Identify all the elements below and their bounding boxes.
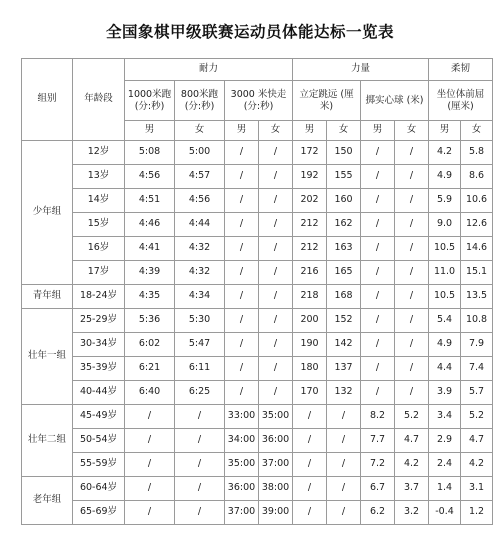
value-cell: / [225,333,259,357]
value-cell: / [361,381,395,405]
value-cell: 152 [327,309,361,333]
table-row [22,189,493,213]
value-cell: / [259,213,293,237]
value-cell: 4:51 [125,189,175,213]
value-cell: / [361,189,395,213]
value-cell: 180 [293,357,327,381]
age-cell: 60-64岁 [73,477,125,501]
value-cell: / [327,429,361,453]
value-cell: 1.4 [429,477,461,501]
value-cell: 11.0 [429,261,461,285]
table-row [22,237,493,261]
age-cell: 16岁 [73,237,125,261]
value-cell: / [395,141,429,165]
value-cell: 172 [293,141,327,165]
value-cell: / [225,285,259,309]
table-row [22,261,493,285]
value-cell: / [361,213,395,237]
value-cell: 8.6 [461,165,493,189]
value-cell: 4:44 [175,213,225,237]
value-cell: 5.4 [429,309,461,333]
value-cell: / [259,285,293,309]
header-standing-jump: 立定跳远 (厘米) [293,81,361,121]
value-cell: 150 [327,141,361,165]
value-cell: / [125,429,175,453]
value-cell: / [361,285,395,309]
value-cell: / [175,453,225,477]
value-cell: / [293,405,327,429]
value-cell: / [395,357,429,381]
value-cell: / [293,477,327,501]
table-row [22,285,493,309]
sex-label-male: 男 [361,121,395,141]
value-cell: 2.4 [429,453,461,477]
value-cell: 170 [293,381,327,405]
value-cell: 165 [327,261,361,285]
value-cell: 3.1 [461,477,493,501]
value-cell: 5.2 [395,405,429,429]
value-cell: 3.2 [395,501,429,525]
value-cell: 216 [293,261,327,285]
table-row [22,429,493,453]
value-cell: / [259,141,293,165]
fitness-standards-table [21,58,493,525]
value-cell: / [259,357,293,381]
table-row [22,309,493,333]
table-row [22,213,493,237]
sex-label-male: 男 [429,121,461,141]
value-cell: 35:00 [259,405,293,429]
age-cell: 50-54岁 [73,429,125,453]
sex-label-female: 女 [327,121,361,141]
value-cell: / [395,261,429,285]
value-cell: 9.0 [429,213,461,237]
header-1000m-run: 1000米跑 (分:秒) [125,81,175,121]
sex-label-female: 女 [259,121,293,141]
table-row [22,405,493,429]
value-cell: / [259,381,293,405]
table-row [22,477,493,501]
value-cell: 4.4 [429,357,461,381]
value-cell: 36:00 [225,477,259,501]
value-cell: / [225,141,259,165]
group-cell-youth: 少年组 [22,141,73,285]
group-cell-young: 青年组 [22,285,73,309]
value-cell: 4:46 [125,213,175,237]
value-cell: / [225,261,259,285]
value-cell: 3.4 [429,405,461,429]
age-cell: 25-29岁 [73,309,125,333]
value-cell: 6:11 [175,357,225,381]
value-cell: 33:00 [225,405,259,429]
age-cell: 12岁 [73,141,125,165]
value-cell: 4.2 [395,453,429,477]
value-cell: 7.9 [461,333,493,357]
table-row [22,501,493,525]
value-cell: / [225,213,259,237]
value-cell: 200 [293,309,327,333]
sex-label-female: 女 [461,121,493,141]
value-cell: / [175,405,225,429]
value-cell: 5.7 [461,381,493,405]
value-cell: / [395,165,429,189]
value-cell: 162 [327,213,361,237]
age-cell: 18-24岁 [73,285,125,309]
value-cell: 10.6 [461,189,493,213]
value-cell: 132 [327,381,361,405]
value-cell: 10.5 [429,237,461,261]
value-cell: 3.7 [395,477,429,501]
value-cell: 4.2 [429,141,461,165]
value-cell: / [395,285,429,309]
value-cell: 5:36 [125,309,175,333]
value-cell: 212 [293,213,327,237]
age-cell: 55-59岁 [73,453,125,477]
value-cell: 2.9 [429,429,461,453]
age-cell: 40-44岁 [73,381,125,405]
value-cell: 5.2 [461,405,493,429]
value-cell: / [293,429,327,453]
value-cell: 5.8 [461,141,493,165]
value-cell: 4.2 [461,453,493,477]
value-cell: 155 [327,165,361,189]
table-row [22,141,493,165]
value-cell: / [293,453,327,477]
value-cell: 5:08 [125,141,175,165]
group-cell-adult-1: 壮年一组 [22,309,73,405]
value-cell: 190 [293,333,327,357]
age-cell: 45-49岁 [73,405,125,429]
value-cell: / [225,237,259,261]
age-cell: 17岁 [73,261,125,285]
value-cell: / [259,237,293,261]
value-cell: 3.9 [429,381,461,405]
value-cell: / [361,261,395,285]
value-cell: 7.7 [361,429,395,453]
value-cell: 39:00 [259,501,293,525]
value-cell: / [395,333,429,357]
age-cell: 35-39岁 [73,357,125,381]
sex-label-female: 女 [175,121,225,141]
value-cell: / [259,189,293,213]
page-title: 全国象棋甲级联赛运动员体能达标一览表 [105,23,394,41]
value-cell: 10.5 [429,285,461,309]
value-cell: -0.4 [429,501,461,525]
value-cell: 14.6 [461,237,493,261]
value-cell: 37:00 [259,453,293,477]
age-cell: 13岁 [73,165,125,189]
value-cell: 1.2 [461,501,493,525]
sex-label-male: 男 [125,121,175,141]
table-row [22,357,493,381]
value-cell: 5.9 [429,189,461,213]
value-cell: / [327,477,361,501]
value-cell: 4:32 [175,261,225,285]
value-cell: / [361,309,395,333]
value-cell: 202 [293,189,327,213]
value-cell: 5:00 [175,141,225,165]
value-cell: 36:00 [259,429,293,453]
value-cell: 10.8 [461,309,493,333]
value-cell: / [327,453,361,477]
value-cell: / [395,381,429,405]
age-cell: 30-34岁 [73,333,125,357]
value-cell: / [175,501,225,525]
header-3000m-walk: 3000 米快走 (分:秒) [225,81,293,121]
value-cell: / [395,213,429,237]
value-cell: 137 [327,357,361,381]
value-cell: 218 [293,285,327,309]
value-cell: 4:57 [175,165,225,189]
table-row [22,333,493,357]
value-cell: / [259,261,293,285]
value-cell: 6:21 [125,357,175,381]
value-cell: / [225,357,259,381]
value-cell: 34:00 [225,429,259,453]
value-cell: 8.2 [361,405,395,429]
table-row [22,165,493,189]
value-cell: 4.9 [429,333,461,357]
value-cell: / [361,141,395,165]
value-cell: / [395,309,429,333]
value-cell: 6:40 [125,381,175,405]
value-cell: / [125,405,175,429]
value-cell: / [293,501,327,525]
value-cell: 37:00 [225,501,259,525]
value-cell: 4.9 [429,165,461,189]
value-cell: 6:02 [125,333,175,357]
value-cell: 212 [293,237,327,261]
value-cell: 4.7 [461,429,493,453]
value-cell: 4:32 [175,237,225,261]
value-cell: 192 [293,165,327,189]
value-cell: 12.6 [461,213,493,237]
value-cell: 6:25 [175,381,225,405]
value-cell: / [361,357,395,381]
value-cell: / [395,237,429,261]
value-cell: 4:39 [125,261,175,285]
value-cell: 5:47 [175,333,225,357]
value-cell: / [361,333,395,357]
value-cell: 35:00 [225,453,259,477]
age-cell: 15岁 [73,213,125,237]
value-cell: 4.7 [395,429,429,453]
value-cell: / [175,477,225,501]
value-cell: / [125,501,175,525]
value-cell: / [225,189,259,213]
column-header-age: 年龄段 [73,59,125,141]
value-cell: 6.2 [361,501,395,525]
header-flexibility: 柔韧 [429,59,493,81]
value-cell: 13.5 [461,285,493,309]
sex-label-male: 男 [225,121,259,141]
value-cell: 4:56 [125,165,175,189]
value-cell: 168 [327,285,361,309]
value-cell: 7.4 [461,357,493,381]
age-cell: 65-69岁 [73,501,125,525]
value-cell: 163 [327,237,361,261]
value-cell: 38:00 [259,477,293,501]
value-cell: / [259,165,293,189]
value-cell: 4:56 [175,189,225,213]
header-strength: 力量 [293,59,429,81]
table-row [22,381,493,405]
header-medicine-ball: 掷实心球 (米) [361,81,429,121]
value-cell: / [225,165,259,189]
column-header-group: 组别 [22,59,73,141]
header-800m-run: 800米跑 (分:秒) [175,81,225,121]
sex-label-male: 男 [293,121,327,141]
value-cell: / [225,381,259,405]
table-row [22,453,493,477]
value-cell: 7.2 [361,453,395,477]
value-cell: / [327,501,361,525]
value-cell: 4:41 [125,237,175,261]
value-cell: / [125,453,175,477]
value-cell: / [259,309,293,333]
value-cell: / [361,165,395,189]
sex-label-female: 女 [395,121,429,141]
value-cell: / [125,477,175,501]
value-cell: 5:30 [175,309,225,333]
value-cell: / [395,189,429,213]
group-cell-senior: 老年组 [22,477,73,525]
value-cell: / [225,309,259,333]
header-sit-and-reach: 坐位体前屈 (厘米) [429,81,493,121]
value-cell: 160 [327,189,361,213]
value-cell: / [259,333,293,357]
value-cell: 6.7 [361,477,395,501]
value-cell: / [327,405,361,429]
value-cell: 142 [327,333,361,357]
group-cell-adult-2: 壮年二组 [22,405,73,477]
value-cell: / [175,429,225,453]
age-cell: 14岁 [73,189,125,213]
value-cell: 4:35 [125,285,175,309]
value-cell: / [361,237,395,261]
header-endurance: 耐力 [125,59,293,81]
value-cell: 15.1 [461,261,493,285]
value-cell: 4:34 [175,285,225,309]
